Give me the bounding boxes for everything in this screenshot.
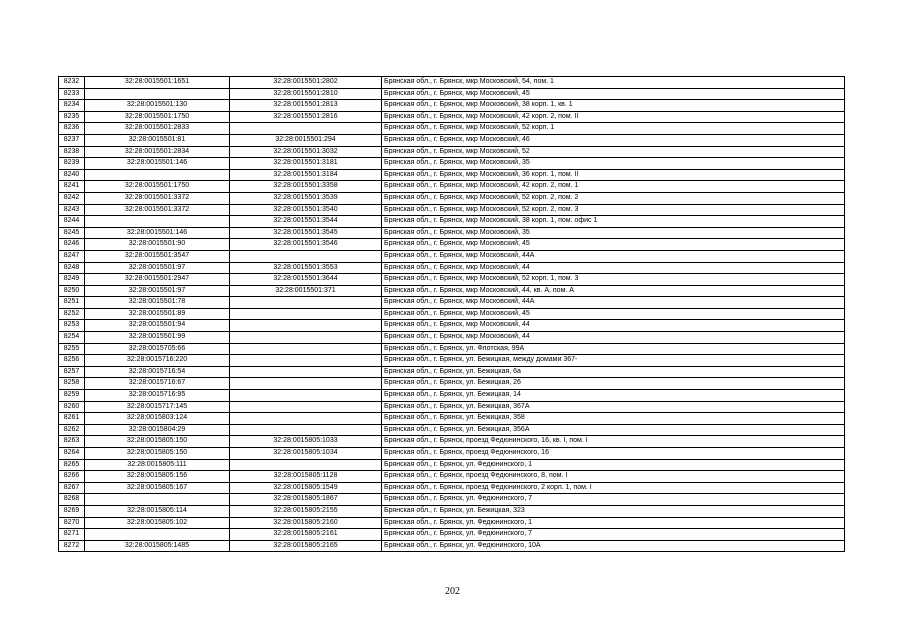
address-cell: Брянская обл., г. Брянск, мкр Московский, 42 корп. 2, пом. 1 — [382, 181, 845, 193]
address-cell: Брянская обл., г. Брянск, мкр Московский, 38 корп. 1, пом. офис 1 — [382, 216, 845, 228]
table-row — [59, 448, 845, 460]
parcel-cadastral-number-cell: 32:28:0015501:2947 — [85, 274, 230, 286]
parcel-cadastral-number-cell: 32:28:0015501:81 — [85, 134, 230, 146]
row-number-cell: 8270 — [59, 517, 85, 529]
table-row — [59, 100, 845, 112]
table-row — [59, 355, 845, 367]
parcel-cadastral-number-cell — [85, 494, 230, 506]
row-number-cell: 8259 — [59, 390, 85, 402]
row-number-cell: 8236 — [59, 123, 85, 135]
parcel-cadastral-number-cell: 32:28:0015501:130 — [85, 100, 230, 112]
parcel-cadastral-number-cell — [85, 529, 230, 541]
row-number-cell: 8234 — [59, 100, 85, 112]
table-row — [59, 204, 845, 216]
table-row — [59, 285, 845, 297]
row-number-cell: 8264 — [59, 448, 85, 460]
address-cell: Брянская обл., г. Брянск, мкр Московский, 44А — [382, 250, 845, 262]
object-cadastral-number-cell — [230, 297, 382, 309]
parcel-cadastral-number-cell: 32:28:0015805:114 — [85, 505, 230, 517]
row-number-cell: 8233 — [59, 88, 85, 100]
address-cell: Брянская обл., г. Брянск, ул. Федюнинского, 1 — [382, 517, 845, 529]
table-row — [59, 262, 845, 274]
table-row — [59, 332, 845, 344]
table-row — [59, 158, 845, 170]
table-row — [59, 181, 845, 193]
object-cadastral-number-cell: 32:28:0015805:2165 — [230, 540, 382, 552]
table-row — [59, 227, 845, 239]
address-cell: Брянская обл., г. Брянск, ул. Бежицкая, 26 — [382, 378, 845, 390]
table-row — [59, 517, 845, 529]
registry-table — [58, 76, 845, 552]
parcel-cadastral-number-cell: 32:28:0015717:145 — [85, 401, 230, 413]
object-cadastral-number-cell: 32:28:0015501:3181 — [230, 158, 382, 170]
address-cell: Брянская обл., г. Брянск, мкр Московский, 35 — [382, 158, 845, 170]
object-cadastral-number-cell: 32:28:0015501:3644 — [230, 274, 382, 286]
row-number-cell: 8253 — [59, 320, 85, 332]
address-cell: Брянская обл., г. Брянск, мкр Московский, 44 — [382, 332, 845, 344]
object-cadastral-number-cell: 32:28:0015501:3540 — [230, 204, 382, 216]
row-number-cell: 8258 — [59, 378, 85, 390]
object-cadastral-number-cell: 32:28:0015805:1033 — [230, 436, 382, 448]
address-cell: Брянская обл., г. Брянск, проезд Федюнинского, 8, пом. I — [382, 471, 845, 483]
table-row — [59, 529, 845, 541]
row-number-cell: 8262 — [59, 424, 85, 436]
object-cadastral-number-cell: 32:28:0015501:2802 — [230, 77, 382, 89]
object-cadastral-number-cell: 32:28:0015805:2160 — [230, 517, 382, 529]
object-cadastral-number-cell: 32:28:0015501:2810 — [230, 88, 382, 100]
object-cadastral-number-cell: 32:28:0015501:3544 — [230, 216, 382, 228]
row-number-cell: 8265 — [59, 459, 85, 471]
object-cadastral-number-cell: 32:28:0015501:3032 — [230, 146, 382, 158]
table-row — [59, 459, 845, 471]
table-row — [59, 308, 845, 320]
object-cadastral-number-cell — [230, 424, 382, 436]
address-cell: Брянская обл., г. Брянск, ул. Федюнинского, 1 — [382, 459, 845, 471]
table-row — [59, 320, 845, 332]
address-cell: Брянская обл., г. Брянск, мкр Московский, 52 корп. 1, пом. 3 — [382, 274, 845, 286]
table-row — [59, 366, 845, 378]
table-row — [59, 274, 845, 286]
object-cadastral-number-cell — [230, 250, 382, 262]
parcel-cadastral-number-cell — [85, 169, 230, 181]
row-number-cell: 8269 — [59, 505, 85, 517]
address-cell: Брянская обл., г. Брянск, мкр Московский, 46 — [382, 134, 845, 146]
page-number: 202 — [445, 586, 460, 597]
object-cadastral-number-cell: 32:28:0015501:3184 — [230, 169, 382, 181]
address-cell: Брянская обл., г. Брянск, ул. Бежицкая, 323 — [382, 505, 845, 517]
table-row — [59, 343, 845, 355]
address-cell: Брянская обл., г. Брянск, ул. Бежицкая, 367А — [382, 401, 845, 413]
object-cadastral-number-cell — [230, 366, 382, 378]
parcel-cadastral-number-cell: 32:28:0015501:97 — [85, 285, 230, 297]
row-number-cell: 8272 — [59, 540, 85, 552]
parcel-cadastral-number-cell: 32:28:0015805:167 — [85, 482, 230, 494]
parcel-cadastral-number-cell: 32:28:0015804:29 — [85, 424, 230, 436]
row-number-cell: 8237 — [59, 134, 85, 146]
parcel-cadastral-number-cell: 32:28:0015716:95 — [85, 390, 230, 402]
row-number-cell: 8252 — [59, 308, 85, 320]
table-row — [59, 471, 845, 483]
table-row — [59, 378, 845, 390]
address-cell: Брянская обл., г. Брянск, проезд Федюнинского, 16, кв. I, пом. I — [382, 436, 845, 448]
address-cell: Брянская обл., г. Брянск, мкр Московский, 44 — [382, 320, 845, 332]
table-row — [59, 77, 845, 89]
object-cadastral-number-cell: 32:28:0015805:1128 — [230, 471, 382, 483]
parcel-cadastral-number-cell: 32:28:0015716:220 — [85, 355, 230, 367]
object-cadastral-number-cell — [230, 320, 382, 332]
object-cadastral-number-cell — [230, 459, 382, 471]
object-cadastral-number-cell: 32:28:0015501:2816 — [230, 111, 382, 123]
object-cadastral-number-cell — [230, 390, 382, 402]
address-cell: Брянская обл., г. Брянск, мкр Московский, 38 корп. 1, кв. 1 — [382, 100, 845, 112]
parcel-cadastral-number-cell: 32:28:0015501:78 — [85, 297, 230, 309]
parcel-cadastral-number-cell: 32:28:0015501:89 — [85, 308, 230, 320]
parcel-cadastral-number-cell: 32:28:0015501:146 — [85, 158, 230, 170]
object-cadastral-number-cell — [230, 308, 382, 320]
parcel-cadastral-number-cell: 32:28:0015716:54 — [85, 366, 230, 378]
parcel-cadastral-number-cell: 32:28:0015501:90 — [85, 239, 230, 251]
address-cell: Брянская обл., г. Брянск, мкр Московский, 44 — [382, 262, 845, 274]
parcel-cadastral-number-cell: 32:28:0015501:1750 — [85, 181, 230, 193]
row-number-cell: 8263 — [59, 436, 85, 448]
parcel-cadastral-number-cell: 32:28:0015716:67 — [85, 378, 230, 390]
address-cell: Брянская обл., г. Брянск, мкр Московский, 45 — [382, 88, 845, 100]
parcel-cadastral-number-cell: 32:28:0015501:2833 — [85, 123, 230, 135]
address-cell: Брянская обл., г. Брянск, мкр Московский, 45 — [382, 239, 845, 251]
row-number-cell: 8239 — [59, 158, 85, 170]
table-row — [59, 192, 845, 204]
table-row — [59, 146, 845, 158]
parcel-cadastral-number-cell: 32:28:0015501:2834 — [85, 146, 230, 158]
parcel-cadastral-number-cell: 32:28:0015805:150 — [85, 436, 230, 448]
address-cell: Брянская обл., г. Брянск, мкр Московский, 54, пом. 1 — [382, 77, 845, 89]
row-number-cell: 8247 — [59, 250, 85, 262]
object-cadastral-number-cell: 32:28:0015805:1034 — [230, 448, 382, 460]
parcel-cadastral-number-cell: 32:28:0015501:1750 — [85, 111, 230, 123]
row-number-cell: 8244 — [59, 216, 85, 228]
parcel-cadastral-number-cell: 32:28:0015805:111 — [85, 459, 230, 471]
parcel-cadastral-number-cell: 32:28:0015501:1651 — [85, 77, 230, 89]
address-cell: Брянская обл., г. Брянск, ул. Бежицкая, 6а — [382, 366, 845, 378]
object-cadastral-number-cell: 32:28:0015805:2155 — [230, 505, 382, 517]
address-cell: Брянская обл., г. Брянск, ул. Бежицкая, между домами 367- — [382, 355, 845, 367]
address-cell: Брянская обл., г. Брянск, мкр Московский, 52 — [382, 146, 845, 158]
row-number-cell: 8260 — [59, 401, 85, 413]
table-row — [59, 482, 845, 494]
row-number-cell: 8261 — [59, 413, 85, 425]
table-row — [59, 88, 845, 100]
address-cell: Брянская обл., г. Брянск, мкр Московский, 52 корп. 2, пом. 3 — [382, 204, 845, 216]
row-number-cell: 8251 — [59, 297, 85, 309]
address-cell: Брянская обл., г. Брянск, мкр Московский, 42 корп. 2, пом. II — [382, 111, 845, 123]
object-cadastral-number-cell — [230, 355, 382, 367]
address-cell: Брянская обл., г. Брянск, мкр Московский, 44, кв. А, пом. А — [382, 285, 845, 297]
object-cadastral-number-cell: 32:28:0015501:3545 — [230, 227, 382, 239]
table-row — [59, 123, 845, 135]
parcel-cadastral-number-cell: 32:28:0015501:99 — [85, 332, 230, 344]
object-cadastral-number-cell: 32:28:0015501:3358 — [230, 181, 382, 193]
parcel-cadastral-number-cell: 32:28:0015705:66 — [85, 343, 230, 355]
address-cell: Брянская обл., г. Брянск, проезд Федюнинского, 16 — [382, 448, 845, 460]
table-row — [59, 401, 845, 413]
object-cadastral-number-cell — [230, 123, 382, 135]
row-number-cell: 8243 — [59, 204, 85, 216]
row-number-cell: 8245 — [59, 227, 85, 239]
parcel-cadastral-number-cell: 32:28:0015805:150 — [85, 448, 230, 460]
address-cell: Брянская обл., г. Брянск, мкр Московский, 52 корп. 1 — [382, 123, 845, 135]
address-cell: Брянская обл., г. Брянск, ул. Федюнинского, 7 — [382, 494, 845, 506]
address-cell: Брянская обл., г. Брянск, ул. Бежицкая, 358 — [382, 413, 845, 425]
object-cadastral-number-cell: 32:28:0015805:1867 — [230, 494, 382, 506]
table-row — [59, 134, 845, 146]
row-number-cell: 8249 — [59, 274, 85, 286]
address-cell: Брянская обл., г. Брянск, ул. Флотская, 99А — [382, 343, 845, 355]
address-cell: Брянская обл., г. Брянск, ул. Бежицкая, 14 — [382, 390, 845, 402]
row-number-cell: 8267 — [59, 482, 85, 494]
address-cell: Брянская обл., г. Брянск, мкр Московский, 45 — [382, 308, 845, 320]
table-row — [59, 424, 845, 436]
object-cadastral-number-cell — [230, 378, 382, 390]
table-row — [59, 169, 845, 181]
row-number-cell: 8250 — [59, 285, 85, 297]
row-number-cell: 8241 — [59, 181, 85, 193]
table-row — [59, 390, 845, 402]
table-row — [59, 239, 845, 251]
table-row — [59, 216, 845, 228]
parcel-cadastral-number-cell: 32:28:0015501:3372 — [85, 192, 230, 204]
row-number-cell: 8248 — [59, 262, 85, 274]
table-row — [59, 436, 845, 448]
row-number-cell: 8242 — [59, 192, 85, 204]
object-cadastral-number-cell: 32:28:0015805:2161 — [230, 529, 382, 541]
address-cell: Брянская обл., г. Брянск, ул. Бежицкая, 356А — [382, 424, 845, 436]
table-row — [59, 540, 845, 552]
row-number-cell: 8271 — [59, 529, 85, 541]
parcel-cadastral-number-cell: 32:28:0015501:3372 — [85, 204, 230, 216]
row-number-cell: 8254 — [59, 332, 85, 344]
object-cadastral-number-cell: 32:28:0015501:371 — [230, 285, 382, 297]
row-number-cell: 8266 — [59, 471, 85, 483]
row-number-cell: 8232 — [59, 77, 85, 89]
table-row — [59, 297, 845, 309]
address-cell: Брянская обл., г. Брянск, ул. Федюнинского, 7 — [382, 529, 845, 541]
address-cell: Брянская обл., г. Брянск, мкр Московский, 36 корп. 1, пом. II — [382, 169, 845, 181]
parcel-cadastral-number-cell: 32:28:0015805:1485 — [85, 540, 230, 552]
table-row — [59, 111, 845, 123]
object-cadastral-number-cell — [230, 413, 382, 425]
address-cell: Брянская обл., г. Брянск, ул. Федюнинского, 10А — [382, 540, 845, 552]
parcel-cadastral-number-cell: 32:28:0015805:156 — [85, 471, 230, 483]
object-cadastral-number-cell: 32:28:0015501:294 — [230, 134, 382, 146]
object-cadastral-number-cell — [230, 401, 382, 413]
parcel-cadastral-number-cell: 32:28:0015501:3547 — [85, 250, 230, 262]
parcel-cadastral-number-cell — [85, 88, 230, 100]
object-cadastral-number-cell — [230, 343, 382, 355]
parcel-cadastral-number-cell: 32:28:0015501:146 — [85, 227, 230, 239]
table-row — [59, 250, 845, 262]
row-number-cell: 8256 — [59, 355, 85, 367]
parcel-cadastral-number-cell: 32:28:0015501:94 — [85, 320, 230, 332]
row-number-cell: 8238 — [59, 146, 85, 158]
row-number-cell: 8257 — [59, 366, 85, 378]
registry-table-body — [59, 77, 845, 552]
parcel-cadastral-number-cell: 32:28:0015803:124 — [85, 413, 230, 425]
row-number-cell: 8235 — [59, 111, 85, 123]
row-number-cell: 8246 — [59, 239, 85, 251]
table-row — [59, 505, 845, 517]
address-cell: Брянская обл., г. Брянск, проезд Федюнинского, 2 корп. 1, пом. I — [382, 482, 845, 494]
parcel-cadastral-number-cell — [85, 216, 230, 228]
object-cadastral-number-cell — [230, 332, 382, 344]
parcel-cadastral-number-cell: 32:28:0015501:97 — [85, 262, 230, 274]
address-cell: Брянская обл., г. Брянск, мкр Московский, 44А — [382, 297, 845, 309]
row-number-cell: 8240 — [59, 169, 85, 181]
row-number-cell: 8255 — [59, 343, 85, 355]
table-row — [59, 413, 845, 425]
object-cadastral-number-cell: 32:28:0015501:2813 — [230, 100, 382, 112]
object-cadastral-number-cell: 32:28:0015501:3546 — [230, 239, 382, 251]
parcel-cadastral-number-cell: 32:28:0015805:102 — [85, 517, 230, 529]
table-row — [59, 494, 845, 506]
address-cell: Брянская обл., г. Брянск, мкр Московский, 35 — [382, 227, 845, 239]
object-cadastral-number-cell: 32:28:0015501:3539 — [230, 192, 382, 204]
object-cadastral-number-cell: 32:28:0015805:1549 — [230, 482, 382, 494]
address-cell: Брянская обл., г. Брянск, мкр Московский, 52 корп. 2, пом. 2 — [382, 192, 845, 204]
object-cadastral-number-cell: 32:28:0015501:3553 — [230, 262, 382, 274]
row-number-cell: 8268 — [59, 494, 85, 506]
